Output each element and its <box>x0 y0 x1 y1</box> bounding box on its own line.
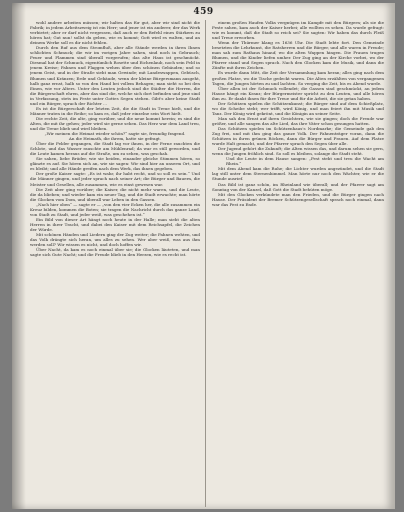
paragraph: Sie sahen, liebe Brüder, wie sie beiden, einander gleiche Stimmen hören, so glänzte es auf. Sie hören sich an, wie sie sagen: Wir sind hier an unserm Ort, und es bleibt; und alle Hände greifen nach dem Werk, das ihnen gegeben. <box>30 156 200 172</box>
paragraph: Die Zeit aber ging vorüber; die Kaiser, die nicht mehr waren, und die Leute, die da blieben; und wieder kam ein neuer Tag, und die Stadt erwachte; man hörte die Glocken vom Dom, und überall war Leben in den Gassen. <box>30 186 200 202</box>
paragraph: Das Bild ist ganz schön, im Rheinland wie überall; und der Pfarrer sagt am Sonntag von der Kanzel, daß Gott die Stadt behüten möge. <box>212 181 384 192</box>
right-text-column <box>212 20 384 507</box>
left-text-column <box>30 20 200 507</box>
paragraph: einem großen Haufen Volks vergnügen im Kampfe mit den Bürgern; als sie die Feste sahen, kam auch der Kaiser herbei; alle wollten es sehen. Da wurde gefragt: wie es kommt, daß die Stadt so reich sei? Sie sagten: Wir haben das durch Fleiß und Treue erworben. <box>212 20 384 41</box>
page-gutter-shadow <box>12 3 26 509</box>
page-number: 459 <box>193 7 214 17</box>
quoted-verse: Und die Leute in dem Hause sangen: „Fest steht und treu die Wacht am Rhein.“ <box>226 156 384 167</box>
paragraph: Mit den Glocken verkündete man den Frieden, und die Bürger gingen nach Hause. Der Präsident der Bremer Schützengesellschaft sprach noch einmal, dann war das Fest zu Ende. <box>212 191 384 207</box>
paragraph: Über die Felder gegangen, die Stadt lag vor ihnen, in der Ferne rauchten die Schlote, und das Wasser rauschte am Mühlenrad; da war es still geworden, und die Leute kamen heraus auf die Straße, um zu sehen, was geschah. <box>30 141 200 157</box>
paragraph: Über Nacht, da kam es noch einmal über sie; die Glocken läuteten, und man sagte sich Gute Nacht; und die Freude blieb in den Herzen, wie es recht ist. <box>30 247 200 258</box>
paragraph: Das Schützen spielen im Schützenhaus's Nordmarke; die Gemeinde gab den Zug frei, und mit ihm ging das ganze Volk. Der Fahnenträger voran, dann die Schützen in ihren grünen Röcken, dann die Bürger und Frauen. Auf dem Platze wurde Halt gemacht, und der Pfarrer sprach den Segen über alle. <box>212 125 384 147</box>
paragraph: „Nach hier oben“ — sagte er — „von den vier Ecken her, die alle zusammen ein Kreuz bilden, kommen die Boten; sie tragen die Nachricht durch das ganze Land, von Stadt zu Stadt, und jeder weiß, was geschehen ist.“ <box>30 201 200 217</box>
paragraph: Wenn der Thürmer klang es 1636 Uhr. Die Stadt lebte fort. Den Gemeinde besetzten die Lehrkunst, die Ratsherren und die Bürger, und alle waren in Freude; man sah zum Rathaus hinauf, wo die alten Wappen hingen. Die Frauen trugen Blumen, und die Kinder liefen umher. Der Zug ging an der Kirche vorbei, wo der Pfarrer stand und Segen sprach. Nach den Glocken kam die Musik, und dann die Zünfte mit ihren Zeichen. <box>212 40 384 71</box>
paragraph: Mit schönen Händen und Liedern ging der Zug weiter; die Fahnen wehten, und das Volk drängte sich heran, um alles zu sehen. Wer aber weiß, was aus ihm werden soll? Wir wissen es nicht, und doch hoffen wir. <box>30 231 200 248</box>
paragraph: Man sah den Ernst auf ihren Gesichtern, wie sie gingen; doch die Freude war größer, und alle sangen das alte Lied, das ihre Väter schon gesungen hatten. <box>212 115 384 126</box>
newspaper-page <box>12 3 395 509</box>
column-divider <box>205 20 206 507</box>
paragraph: Über allen ist der Schmuck vollendet; die Gassen sind geschmückt, an jedem Hause hängt ein Kranz; der Bürgermeister spricht zu den Leuten, und alle hören ihm zu. Er dankt ihnen für ihre Treue und für die Arbeit, die sie getan haben. <box>212 85 384 101</box>
paragraph: Es wurde dann Mitt, die Zeit der Versammlung kam heran; alles ging nach dem großen Platze, wo die Tische gedeckt waren. Die Alten erzählten von vergangenen Tagen, die Jungen hörten zu und lachten. So verging die Zeit, bis es Abend wurde. <box>212 70 384 86</box>
quoted-line: „Wir meinen die Heimat wieder schön?“ sagte sie, freundig fragend. <box>44 131 186 137</box>
paragraph: Durch den Ruf aus dem Stromfluß, aber alle Stände werden in ihren Ihnen schlichten Schmuck; die wir im vorigen Jahre sahen, sind noch in Gebrauch; Feuer und Flammen sind überall vorgerufen; das alte Haus ist geschmückt. Diesmal hat der Schmuck, eigentümlich Rosette und Eichenlaub, noch sein Feld in jenem Kreise; Fahnen und Flaggen wehen über den schönen Gebäuden; und so jenem Geist, und in der Straße sieht man Gewinde; mit Landeswappen, Gebüsch, Blumen und Kränzen; Erde und Gebäude, wenn der kleine Bürgersmann ausgeht, halb ganz ernst, halb so von den Hand bei vollem Behagen; man sieht so bei den Einen, wie vor Alters. Unter den Leuten jedoch sind die Städter die Herren, die die Bürgerschaft ehren, aber das sind die, welche sich dort befinden und jene sind in Verfassung, stets im Feste unter Gottes Segen stehen. Gibt's aber keine Stadt und ein Bürger, sprach der Richter ... <box>30 45 200 106</box>
paragraph: Der Schützen spielen die Schützenkunst; die Bürger sind auf dem Schießplatz, wo die Scheibe steht; wer trifft, wird König, und man feiert ihn mit Musik und Tanz. Der König wird gekrönt, und die Königin an seiner Seite. <box>212 100 384 116</box>
paragraph: Der große Kaiser sagte: „Es ist wahr, ihr habt recht, und so soll es sein.“ Und die Männer gingen, und jeder sprach nach seiner Art; die Bürger und Bauern, die Meister und Gesellen, alle zusammen, wie es einst gewesen war. <box>30 171 200 187</box>
paragraph: Der Jugend gehört die Zukunft; die Alten wissen das, und darum sehen sie gern, wenn die Jungen fröhlich sind. So soll es bleiben, solange die Stadt steht. <box>212 146 384 157</box>
paragraph: Mit dem Abend kam die Ruhe; die Lichter wurden angezündet, und die Stadt lag still unter dem Sternenhimmel. Man hörte nur noch den Wächter, wie er die Stunde ausrief. <box>212 166 384 182</box>
paragraph: Es ist die Bürgerschaft der letzten Zeit, die die Stadt in Treue hielt, und die Männer traten in die Reihe; so kam es, daß jeder einzelne sein Wort hielt. <box>30 105 200 116</box>
quoted-line: An die Heimath, die ihrem, hatte sie gefragt. <box>68 136 162 142</box>
paragraph: Die rechte Zeit, die alte, ging vorüber, und die neue kommt herein; es sind die Alten, die mit ihr gehen; jeder wird sie gerne sehen. Das Herz war dem Land treu, und die Treue blieb und wird bleiben. <box>30 115 200 131</box>
paragraph: wohl andere arbeiten müssen; wir halten das für gut, aber wir sind nicht die Fabrik; in jedem Arbeitszweig ist ein Herr; und jener ist ein anderer, der das Werk verbietet; aber er darf nicht vergessen, daß auch er den Befehl eines Stärkern zu hören hat; Gut nun! sollst du geben, wie es kommt; Gott wird es walten, und an deinem Werke soll es dir nicht fehlen. <box>30 20 200 46</box>
paragraph: Ein Bild von dieser Art hängt noch heute in der Halle; man sieht die alten Herren in ihrer Tracht, und dabei den Kaiser mit dem Reichsapfel, die Zeichen der Würde. <box>30 216 200 232</box>
